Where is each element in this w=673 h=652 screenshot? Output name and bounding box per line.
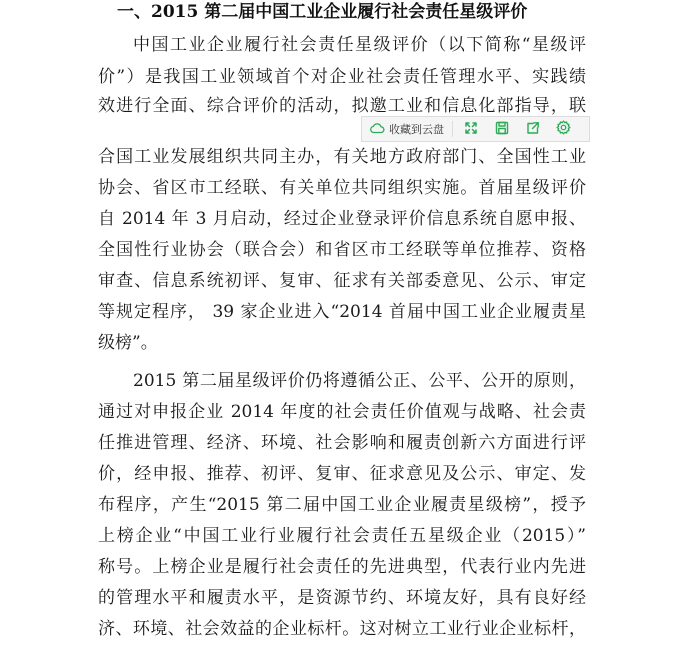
share-button[interactable] <box>517 117 548 141</box>
expand-icon <box>464 121 478 138</box>
paragraph-2-line-2: 通过对申报企业 2014 年度的社会责任价值观与战略、社会责 <box>98 402 586 422</box>
paragraph-2-line-8: 的管理水平和履责水平，是资源节约、环境友好，具有良好经 <box>98 588 586 608</box>
paragraph-1-line-10: 级榜”。 <box>98 333 158 353</box>
paragraph-1-line-6: 自 2014 年 3 月启动，经过企业登录评价信息系统自愿申报、 <box>98 209 586 229</box>
paragraph-2-line-1: 2015 第二届星级评价仍将遵循公正、公平、公开的原则， <box>133 371 586 391</box>
save-button[interactable] <box>486 117 517 141</box>
toolbar-divider <box>452 121 453 137</box>
paragraph-1-line-5: 协会、省区市工经联、有关单位共同组织实施。首届星级评价 <box>98 178 586 198</box>
paragraph-1-line-7: 全国性行业协会（联合会）和省区市工经联等单位推荐、资格 <box>98 240 586 260</box>
paragraph-1-line-8: 审查、信息系统初评、复审、征求有关部委意见、公示、审定 <box>98 271 586 291</box>
cloud-icon <box>369 122 389 137</box>
paragraph-2-line-3: 任推进管理、经济、环境、社会影响和履责创新六方面进行评 <box>98 433 586 453</box>
paragraph-2-line-5: 布程序，产生“2015 第二届中国工业企业履责星级榜”，授予 <box>98 495 586 515</box>
paragraph-2-line-7: 称号。上榜企业是履行社会责任的先进典型，代表行业内先进 <box>98 557 586 577</box>
save-to-cloud-button[interactable] <box>362 117 450 141</box>
save-to-cloud-label: 收藏到云盘 <box>389 123 444 136</box>
paragraph-1-line-2: 价”）是我国工业领域首个对企业社会责任管理水平、实践绩 <box>98 67 586 87</box>
settings-button[interactable] <box>548 117 579 141</box>
paragraph-2-line-9: 济、环境、社会效益的企业标杆。这对树立工业行业企业标杆， <box>98 619 586 639</box>
save-icon <box>495 121 509 138</box>
settings-icon <box>556 120 571 138</box>
share-icon <box>526 121 540 138</box>
paragraph-1-line-9: 等规定程序， 39 家企业进入“2014 首届中国工业企业履责星 <box>98 302 586 322</box>
floating-toolbar <box>361 116 590 142</box>
paragraph-1-line-4: 合国工业发展组织共同主办，有关地方政府部门、全国性工业 <box>98 147 586 167</box>
section-heading: 一、2015 第二届中国工业企业履行社会责任星级评价 <box>117 2 528 22</box>
expand-button[interactable] <box>455 117 486 141</box>
paragraph-2-line-6: 上榜企业“中国工业行业履行社会责任五星级企业（2015）” <box>98 526 586 546</box>
paragraph-1-line-1: 中国工业企业履行社会责任星级评价（以下简称“星级评 <box>133 35 586 55</box>
paragraph-1-line-3: 效进行全面、综合评价的活动，拟邀工业和信息化部指导，联 <box>98 96 586 116</box>
paragraph-2-line-4: 价，经申报、推荐、初评、复审、征求意见及公示、审定、发 <box>98 464 586 484</box>
